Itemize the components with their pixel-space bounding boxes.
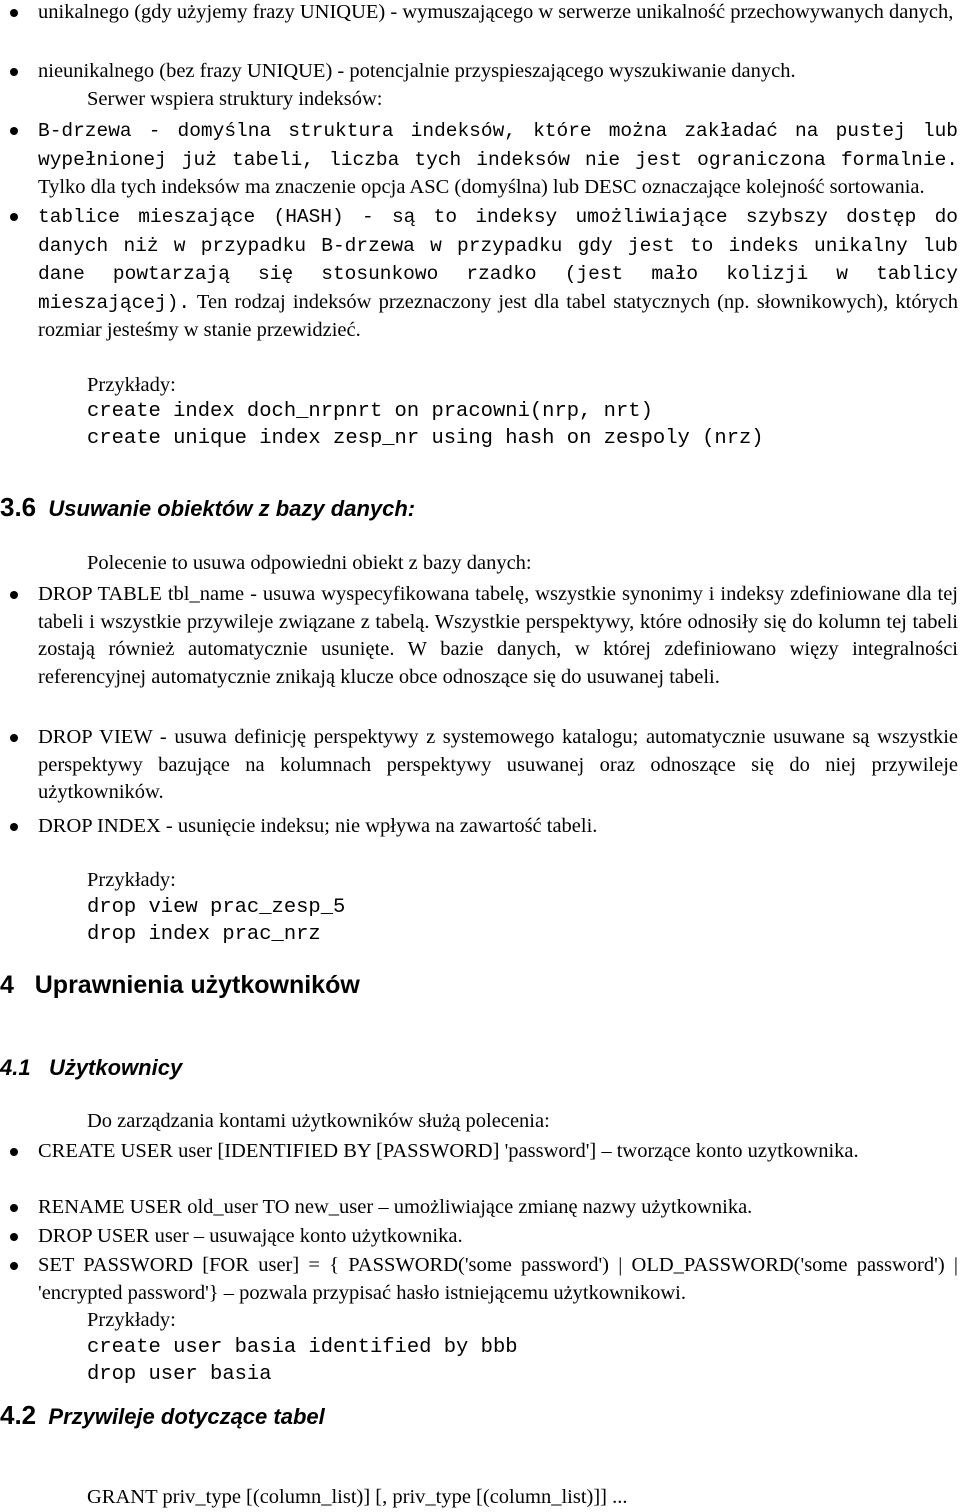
bullet-icon <box>10 213 18 221</box>
bullet-icon <box>10 9 18 17</box>
section-heading: 4.2 Przywileje dotyczące tabel <box>0 1400 325 1430</box>
bullet-icon <box>10 1148 18 1156</box>
code-line: drop view prac_zesp_5 <box>87 896 346 919</box>
chapter-heading: 4 Uprawnienia użytkowników <box>0 971 360 999</box>
list-item: CREATE USER user [IDENTIFIED BY [PASSWORD] 'password'] – tworzące konto uzytkownika. <box>10 1138 958 1166</box>
list-item: DROP TABLE tbl_name - usuwa wyspecyfikowana tabelę, wszystkie synonimy i indeksy zdefiniowane dla tej tabeli i wszystkie przywileje związane z tabelą. Wszystkie perspektywy, które odnosiły się do kolumn tej tabeli zostają również automatycznie usunięte. W bazie danych, w której zdefiniowano więzy integralności referencyjnej automatycznie znikają klucze obce odnoszące się do usuwanej tabeli. <box>10 581 958 691</box>
section-heading: 4.1 Użytkownicy <box>0 1055 183 1080</box>
bullet-icon <box>10 734 18 742</box>
bullet-icon <box>10 591 18 599</box>
bullet-icon <box>10 1233 18 1241</box>
list-item: unikalnego (gdy użyjemy frazy UNIQUE) - wymuszającego w serwerze unikalność przechowywanych danych, <box>10 0 958 27</box>
examples-label: Przykłady: <box>87 869 176 891</box>
list-item: RENAME USER old_user TO new_user – umożliwiające zmianę nazwy użytkownika. <box>10 1194 958 1222</box>
list-item: B-drzewa - domyślna struktura indeksów, które można zakładać na pustej lub wypełnionej już tabeli, liczba tych indeksów nie jest ograniczona formalnie. Tylko dla tych indeksów ma znaczenie opcja ASC (domyślna) lub DESC oznaczające kolejność sortowania. <box>10 117 958 202</box>
list-item: nieunikalnego (bez frazy UNIQUE) - potencjalnie przyspieszającego wyszukiwanie danych. <box>10 58 958 86</box>
bullet-icon <box>10 823 18 831</box>
bullet-icon <box>10 1262 18 1270</box>
code-line: create index doch_nrpnrt on pracowni(nrp, nrt) <box>87 400 653 423</box>
examples-label: Przykłady: <box>87 374 176 396</box>
paragraph: Do zarządzania kontami użytkowników służą polecenia: <box>87 1110 550 1132</box>
bullet-icon <box>10 1204 18 1212</box>
list-item: DROP USER user – usuwające konto użytkownika. <box>10 1223 958 1251</box>
code-line: create unique index zesp_nr using hash on zespoly (nrz) <box>87 427 764 450</box>
list-item: tablice mieszające (HASH) - są to indeksy umożliwiające szybszy dostęp do danych niż w przypadku B-drzewa w przypadku gdy jest to indeks unikalny lub dane powtarzają się stosunkowo rzadko (jest mało kolizji w tablicy mieszającej). Ten rodzaj indeksów przeznaczony jest dla tabel statycznych (np. słownikowych), których rozmiar jesteśmy w stanie przewidzieć. <box>10 203 958 345</box>
paragraph: GRANT priv_type [(column_list)] [, priv_type [(column_list)]] ... <box>87 1486 628 1508</box>
list-item: DROP VIEW - usuwa definicję perspektywy z systemowego katalogu; automatycznie usuwane są wszystkie perspektywy bazujące na kolumnach perspektywy usuwanej oraz odnoszące się do niej przywileje użytkowników. <box>10 724 958 807</box>
paragraph: Serwer wspiera struktury indeksów: <box>87 88 383 110</box>
list-item: DROP INDEX - usunięcie indeksu; nie wpływa na zawartość tabeli. <box>10 813 958 841</box>
examples-label: Przykłady: <box>87 1309 176 1331</box>
code-line: drop user basia <box>87 1363 272 1386</box>
paragraph: Polecenie to usuwa odpowiedni obiekt z bazy danych: <box>87 552 532 574</box>
code-line: drop index prac_nrz <box>87 923 321 946</box>
code-line: create user basia identified by bbb <box>87 1336 518 1359</box>
bullet-icon <box>10 68 18 76</box>
bullet-icon <box>10 127 18 135</box>
section-heading: 3.6 Usuwanie obiektów z bazy danych: <box>0 492 416 522</box>
list-item: SET PASSWORD [FOR user] = { PASSWORD('some password') | OLD_PASSWORD('some password') | 'encrypted password'} – pozwala przypisać hasło istniejącemu użytkownikowi. <box>10 1252 958 1307</box>
